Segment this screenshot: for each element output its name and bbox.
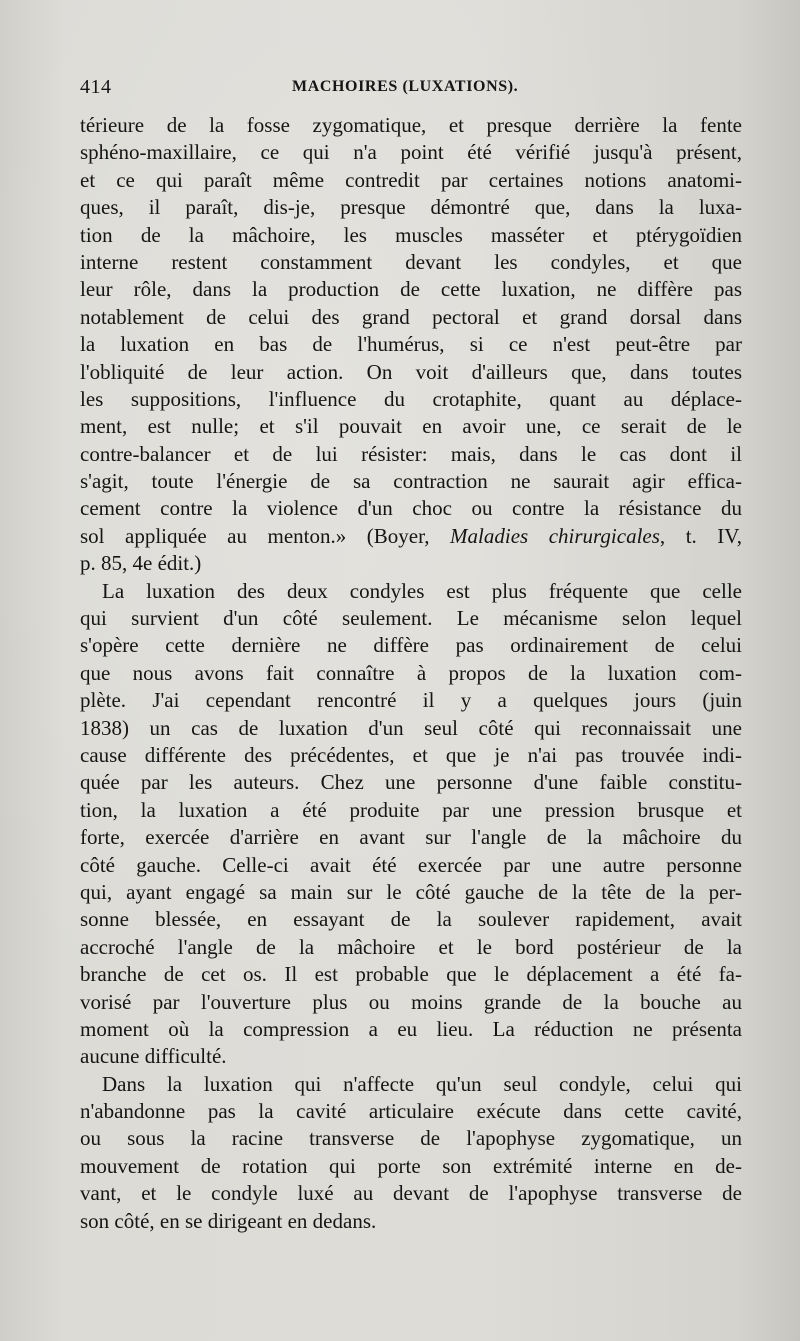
text-line: plète. J'ai cependant rencontré il y a quelques jours (juin <box>80 688 742 713</box>
text-line: La luxation des deux condyles est plus fréquente que celle <box>102 578 742 603</box>
text-line: tion de la mâchoire, les muscles masséter et ptérygoïdien <box>80 222 742 247</box>
text-line: vant, et le condyle luxé au devant de l'apophyse transverse de <box>80 1181 742 1206</box>
text-line: ques, il paraît, dis-je, presque démontré que, dans la luxa- <box>80 195 742 220</box>
text-line: contre-balancer et de lui résister: mais, dans le cas dont il <box>80 441 742 466</box>
paragraph-1 <box>80 112 742 578</box>
text-line: p. 85, 4e édit.) <box>80 551 202 576</box>
running-title: MACHOIRES (LUXATIONS). <box>292 78 519 95</box>
text-line: s'agit, toute l'énergie de sa contraction ne saurait agir effica- <box>80 469 742 494</box>
text-line: quée par les auteurs. Chez une personne d'une faible constitu- <box>80 770 742 795</box>
text-line: qui, ayant engagé sa main sur le côté gauche de la tête de la per- <box>80 879 742 904</box>
text-line: ou sous la racine transverse de l'apophyse zygomatique, un <box>80 1126 742 1151</box>
text-line: cement contre la violence d'un choc ou contre la résistance du <box>80 496 742 521</box>
text-line: vorisé par l'ouverture plus ou moins grande de la bouche au <box>80 989 742 1014</box>
text-line: mouvement de rotation qui porte son extrémité interne en de- <box>80 1153 742 1178</box>
text-line: leur rôle, dans la production de cette luxation, ne diffère pas <box>80 277 742 302</box>
citation-line <box>80 523 742 550</box>
text-line: notablement de celui des grand pectoral et grand dorsal dans <box>80 304 742 329</box>
text-line: 1838) un cas de luxation d'un seul côté qui reconnaissait une <box>80 715 742 740</box>
text-line: Dans la luxation qui n'affecte qu'un seul condyle, celui qui <box>102 1071 742 1096</box>
paragraph-3 <box>80 1071 742 1235</box>
body-text <box>80 112 742 1235</box>
page-header <box>80 76 740 102</box>
text-line: son côté, en se dirigeant en dedans. <box>80 1208 377 1233</box>
page-number: 414 <box>80 76 112 98</box>
text-line: n'abandonne pas la cavité articulaire exécute dans cette cavité, <box>80 1099 742 1124</box>
text-line: branche de cet os. Il est probable que le déplacement a été fa- <box>80 962 742 987</box>
citation-post: , t. IV, <box>659 523 742 548</box>
text-line: côté gauche. Celle-ci avait été exercée par une autre personne <box>80 852 742 877</box>
text-line: s'opère cette dernière ne diffère pas ordinairement de celui <box>80 633 742 658</box>
text-line: ment, est nulle; et s'il pouvait en avoir une, ce serait de le <box>80 414 742 439</box>
text-line: et ce qui paraît même contredit par certaines notions anatomi- <box>80 167 742 192</box>
text-line: les suppositions, l'influence du crotaphite, quant au déplace- <box>80 386 742 411</box>
text-line: térieure de la fosse zygomatique, et presque derrière la fente <box>80 113 742 137</box>
text-line: que nous avons fait connaître à propos de la luxation com- <box>80 660 742 685</box>
text-line: l'obliquité de leur action. On voit d'ailleurs que, dans toutes <box>80 359 742 384</box>
text-line: sphéno-maxillaire, ce qui n'a point été vérifié jusqu'à présent, <box>80 140 742 165</box>
text-line: la luxation en bas de l'humérus, si ce n'est peut-être par <box>80 332 742 357</box>
text-line: tion, la luxation a été produite par une pression brusque et <box>80 797 742 822</box>
text-line: interne restent constamment devant les condyles, et que <box>80 249 742 274</box>
text-line: sonne blessée, en essayant de la soulever rapidement, avait <box>80 907 742 932</box>
text-line: moment où la compression a eu lieu. La réduction ne présenta <box>80 1016 742 1041</box>
text-line: forte, exercée d'arrière en avant sur l'angle de la mâchoire du <box>80 825 742 850</box>
text-line: cause différente des précédentes, et que je n'ai pas trouvée indi- <box>80 742 742 767</box>
text-line: accroché l'angle de la mâchoire et le bord postérieur de la <box>80 934 742 959</box>
book-title: Maladies chirurgicales <box>450 523 660 548</box>
text-line: qui survient d'un côté seulement. Le mécanisme selon lequel <box>80 606 742 631</box>
paragraph-2 <box>80 578 742 1071</box>
text-line: aucune difficulté. <box>80 1044 227 1069</box>
citation-pre: sol appliquée au menton.» (Boyer, <box>80 523 451 548</box>
